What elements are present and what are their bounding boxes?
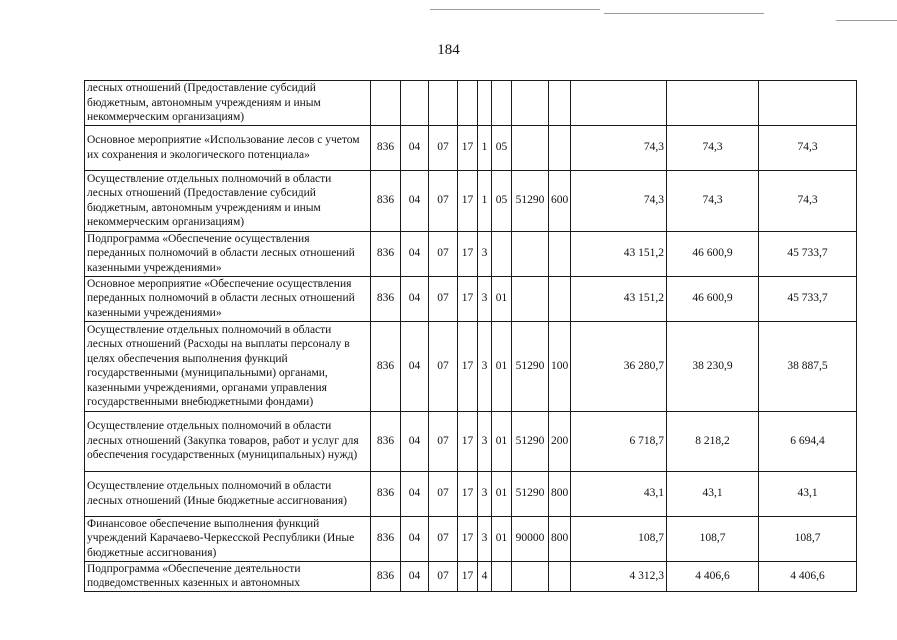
budget-table [84, 80, 857, 592]
cell-year-1: 108,7 [571, 516, 667, 561]
cell-main-event: 01 [492, 516, 512, 561]
cell-year-3: 45 733,7 [759, 276, 857, 321]
cell-expense-type: 800 [549, 471, 571, 516]
cell-pr: 07 [429, 231, 458, 276]
cell-rz: 04 [401, 411, 429, 471]
cell-program [458, 81, 478, 126]
cell-program: 17 [458, 231, 478, 276]
cell-main-event: 01 [492, 411, 512, 471]
cell-direction: 90000 [512, 516, 549, 561]
cell-pr: 07 [429, 170, 458, 231]
cell-program: 17 [458, 276, 478, 321]
cell-year-1: 43 151,2 [571, 231, 667, 276]
cell-direction [512, 81, 549, 126]
cell-subprogram: 3 [478, 516, 492, 561]
cell-main-event: 05 [492, 170, 512, 231]
cell-year-1: 43 151,2 [571, 276, 667, 321]
table-row [85, 561, 857, 591]
cell-year-1: 43,1 [571, 471, 667, 516]
cell-subprogram: 3 [478, 321, 492, 411]
cell-ved: 836 [371, 411, 401, 471]
table-row [85, 516, 857, 561]
cell-main-event [492, 561, 512, 591]
cell-ved: 836 [371, 276, 401, 321]
cell-expense-type: 800 [549, 516, 571, 561]
cell-rz: 04 [401, 170, 429, 231]
row-description: Основное мероприятие «Обеспечение осуществления переданных полномочий в области лесных отношений казенными учреждениями» [85, 276, 371, 321]
cell-pr: 07 [429, 321, 458, 411]
cell-expense-type [549, 81, 571, 126]
cell-program: 17 [458, 170, 478, 231]
cell-subprogram: 3 [478, 411, 492, 471]
cell-direction: 51290 [512, 411, 549, 471]
cell-ved: 836 [371, 170, 401, 231]
cell-program: 17 [458, 516, 478, 561]
cell-subprogram: 1 [478, 170, 492, 231]
row-description: Осуществление отдельных полномочий в области лесных отношений (Закупка товаров, работ и услуг для обеспечения государственных (муниципальных) нужд) [85, 411, 371, 471]
cell-rz: 04 [401, 231, 429, 276]
cell-year-3: 6 694,4 [759, 411, 857, 471]
cell-main-event [492, 81, 512, 126]
cell-year-3: 45 733,7 [759, 231, 857, 276]
page-number: 184 [437, 42, 460, 58]
cell-year-3: 74,3 [759, 170, 857, 231]
cell-direction [512, 276, 549, 321]
table-row [85, 170, 857, 231]
cell-program: 17 [458, 321, 478, 411]
cell-ved: 836 [371, 231, 401, 276]
cell-rz: 04 [401, 516, 429, 561]
cell-ved: 836 [371, 561, 401, 591]
cell-rz [401, 81, 429, 126]
cell-year-2: 4 406,6 [667, 561, 759, 591]
cell-ved [371, 81, 401, 126]
cell-year-1: 36 280,7 [571, 321, 667, 411]
cell-direction: 51290 [512, 471, 549, 516]
cell-year-1: 6 718,7 [571, 411, 667, 471]
cell-ved: 836 [371, 516, 401, 561]
cell-year-1 [571, 81, 667, 126]
cell-year-3: 38 887,5 [759, 321, 857, 411]
cell-year-2: 74,3 [667, 125, 759, 170]
cell-subprogram: 3 [478, 276, 492, 321]
row-description: Подпрограмма «Обеспечение осуществления переданных полномочий в области лесных отношений казенными учреждениями» [85, 231, 371, 276]
cell-subprogram [478, 81, 492, 126]
cell-program: 17 [458, 411, 478, 471]
cell-year-2: 8 218,2 [667, 411, 759, 471]
cell-year-2: 108,7 [667, 516, 759, 561]
cell-expense-type [549, 231, 571, 276]
cell-year-2: 46 600,9 [667, 231, 759, 276]
cell-year-1: 4 312,3 [571, 561, 667, 591]
cell-year-3: 43,1 [759, 471, 857, 516]
cell-direction: 51290 [512, 321, 549, 411]
cell-pr: 07 [429, 276, 458, 321]
table-row [85, 81, 857, 126]
row-description: Подпрограмма «Обеспечение деятельности подведомственных казенных и автономных [85, 561, 371, 591]
cell-pr: 07 [429, 471, 458, 516]
cell-program: 17 [458, 125, 478, 170]
table-row [85, 321, 857, 411]
cell-main-event: 01 [492, 321, 512, 411]
cell-year-1: 74,3 [571, 125, 667, 170]
cell-year-3 [759, 81, 857, 126]
cell-direction: 51290 [512, 170, 549, 231]
cell-year-2: 38 230,9 [667, 321, 759, 411]
cell-year-2: 74,3 [667, 170, 759, 231]
row-description: Финансовое обеспечение выполнения функций учреждений Карачаево-Черкесской Республики (Иные бюджетные ассигнования) [85, 516, 371, 561]
cell-expense-type [549, 276, 571, 321]
cell-expense-type: 100 [549, 321, 571, 411]
cell-year-2: 46 600,9 [667, 276, 759, 321]
scan-artifact-line [836, 20, 897, 21]
row-description: Осуществление отдельных полномочий в области лесных отношений (Предоставление субсидий бюджетным, автономным учреждениям и иным некоммерческим организациям) [85, 170, 371, 231]
cell-year-3: 74,3 [759, 125, 857, 170]
cell-rz: 04 [401, 471, 429, 516]
cell-expense-type [549, 125, 571, 170]
cell-ved: 836 [371, 321, 401, 411]
row-description: лесных отношений (Предоставление субсидий бюджетным, автономным учреждениям и иным некоммерческим организациям) [85, 81, 371, 126]
cell-expense-type: 200 [549, 411, 571, 471]
cell-ved: 836 [371, 125, 401, 170]
cell-rz: 04 [401, 561, 429, 591]
table-row [85, 276, 857, 321]
cell-pr [429, 81, 458, 126]
cell-expense-type [549, 561, 571, 591]
scan-artifact-line [430, 9, 600, 10]
cell-program: 17 [458, 471, 478, 516]
cell-pr: 07 [429, 561, 458, 591]
cell-subprogram: 3 [478, 471, 492, 516]
cell-year-2: 43,1 [667, 471, 759, 516]
cell-pr: 07 [429, 516, 458, 561]
table-row [85, 471, 857, 516]
scan-artifact-line [604, 13, 764, 14]
cell-main-event: 05 [492, 125, 512, 170]
cell-rz: 04 [401, 276, 429, 321]
cell-direction [512, 561, 549, 591]
cell-expense-type: 600 [549, 170, 571, 231]
cell-year-3: 4 406,6 [759, 561, 857, 591]
cell-pr: 07 [429, 411, 458, 471]
row-description: Основное мероприятие «Использование лесов с учетом их сохранения и экологического потенциала» [85, 125, 371, 170]
cell-subprogram: 1 [478, 125, 492, 170]
row-description: Осуществление отдельных полномочий в области лесных отношений (Расходы на выплаты персоналу в целях обеспечения выполнения функций государственными (муниципальными) органами, казенными учреждениями, органами управления государственными внебюджетными фондами) [85, 321, 371, 411]
cell-program: 17 [458, 561, 478, 591]
cell-rz: 04 [401, 321, 429, 411]
cell-pr: 07 [429, 125, 458, 170]
cell-main-event: 01 [492, 471, 512, 516]
cell-direction [512, 231, 549, 276]
table-row [85, 411, 857, 471]
cell-main-event: 01 [492, 276, 512, 321]
cell-subprogram: 3 [478, 231, 492, 276]
row-description: Осуществление отдельных полномочий в области лесных отношений (Иные бюджетные ассигнования) [85, 471, 371, 516]
cell-year-2 [667, 81, 759, 126]
cell-ved: 836 [371, 471, 401, 516]
cell-year-1: 74,3 [571, 170, 667, 231]
table-row [85, 125, 857, 170]
cell-year-3: 108,7 [759, 516, 857, 561]
cell-main-event [492, 231, 512, 276]
table-row [85, 231, 857, 276]
cell-direction [512, 125, 549, 170]
cell-subprogram: 4 [478, 561, 492, 591]
cell-rz: 04 [401, 125, 429, 170]
